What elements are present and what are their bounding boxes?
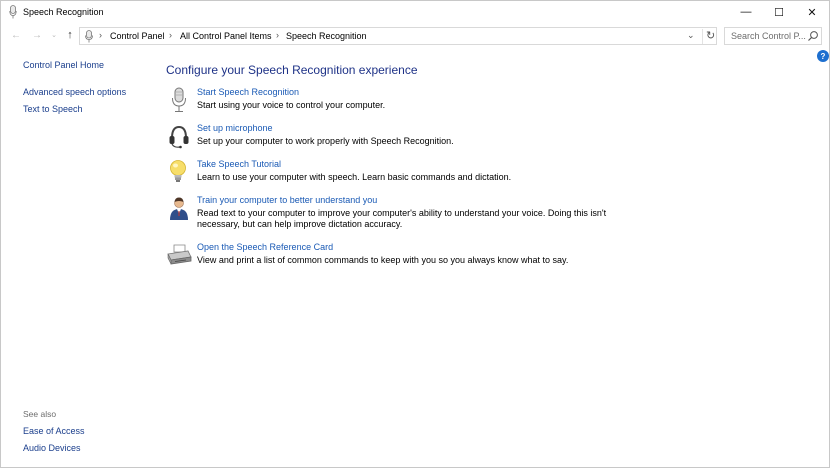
user-training-icon [166, 195, 192, 221]
microphone-icon [84, 30, 94, 43]
task-description: View and print a list of common commands to keep with you so you always know what to say. [197, 255, 569, 265]
task-reference-card [166, 242, 626, 268]
task-description: Read text to your computer to improve your computer's ability to understand your voice. Doing this isn't necessary, but can help improve dictation accuracy. [197, 208, 607, 229]
window-title: Speech Recognition [23, 7, 104, 17]
task-description: Start using your voice to control your computer. [197, 100, 386, 110]
task-start-speech-recognition [166, 87, 626, 113]
headset-icon [166, 123, 192, 149]
audio-devices-link[interactable]: Audio Devices [23, 443, 81, 453]
breadcrumb-separator[interactable]: › [169, 30, 172, 40]
set-up-microphone-link[interactable]: Set up microphone [197, 123, 273, 133]
printer-icon [166, 242, 192, 268]
microphone-icon [9, 5, 17, 19]
speech-reference-card-link[interactable]: Open the Speech Reference Card [197, 242, 334, 252]
text-to-speech-link[interactable]: Text to Speech [23, 104, 83, 114]
refresh-button[interactable]: ↻ [702, 29, 715, 44]
back-button[interactable]: ← [11, 29, 21, 41]
forward-button[interactable]: → [32, 29, 42, 41]
task-description: Set up your computer to work properly with Speech Recognition. [197, 136, 454, 146]
train-computer-link[interactable]: Train your computer to better understand you [197, 195, 378, 205]
maximize-button[interactable]: ☐ [774, 6, 784, 19]
task-train-computer [166, 195, 626, 233]
breadcrumb-separator[interactable]: › [99, 30, 102, 40]
page-title: Configure your Speech Recognition experience [166, 63, 418, 77]
task-speech-tutorial [166, 159, 626, 185]
task-set-up-microphone [166, 123, 626, 149]
navigation-bar [1, 25, 829, 47]
search-input[interactable] [724, 27, 822, 45]
start-speech-recognition-link[interactable]: Start Speech Recognition [197, 87, 300, 97]
minimize-button[interactable]: — [740, 6, 752, 18]
search-icon[interactable] [807, 30, 819, 42]
breadcrumb-all-items[interactable]: All Control Panel Items [180, 31, 272, 41]
ease-of-access-link[interactable]: Ease of Access [23, 426, 85, 436]
title-bar [1, 1, 829, 23]
search-placeholder: Search Control P... [731, 31, 806, 41]
see-also-label: See also [23, 409, 57, 419]
help-button[interactable]: ? [817, 50, 829, 62]
take-speech-tutorial-link[interactable]: Take Speech Tutorial [197, 159, 282, 169]
task-description: Learn to use your computer with speech. Learn basic commands and dictation. [197, 172, 512, 182]
left-pane [1, 49, 161, 467]
up-button[interactable]: ↑ [67, 29, 73, 41]
breadcrumb-separator[interactable]: › [276, 30, 279, 40]
address-bar[interactable] [79, 27, 717, 45]
breadcrumb-speech-recognition[interactable]: Speech Recognition [286, 31, 367, 41]
microphone-icon [166, 87, 192, 113]
recent-locations-button[interactable]: ⌄ [51, 32, 57, 39]
close-button[interactable]: ✕ [807, 6, 817, 19]
chevron-down-icon[interactable]: ⌄ [687, 30, 695, 40]
advanced-speech-options-link[interactable]: Advanced speech options [23, 87, 127, 97]
lightbulb-icon [166, 159, 192, 185]
control-panel-home-link[interactable]: Control Panel Home [23, 60, 105, 70]
breadcrumb-control-panel[interactable]: Control Panel [110, 31, 165, 41]
